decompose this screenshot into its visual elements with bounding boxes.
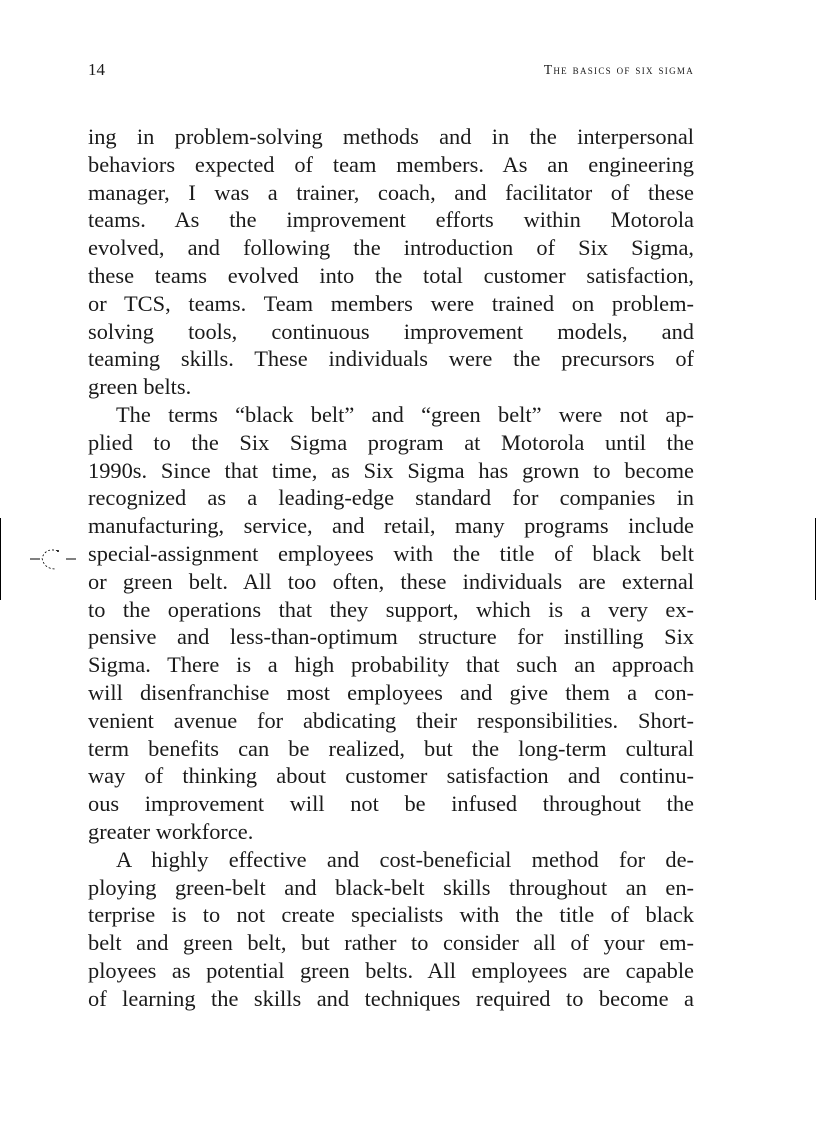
page-number: 14 [88, 60, 105, 79]
text-line: pensive and less-than-optimum structure for instilling Six [88, 624, 694, 650]
text-line: teaming skills. These individuals were the precursors of [88, 346, 694, 372]
registration-mark-icon [30, 545, 76, 575]
text-line: solving tools, continuous improvement models, and [88, 318, 694, 344]
text-line: ployees as potential green belts. All employees are capable [88, 957, 694, 983]
text-line: term benefits can be realized, but the long-term cultural [88, 735, 694, 761]
text-line: will disenfranchise most employees and give them a con- [88, 679, 694, 705]
text-line: venient avenue for abdicating their responsibilities. Short- [88, 707, 694, 733]
text-line: Sigma. There is a high probability that such an approach [88, 652, 694, 678]
text-line: A highly effective and cost-beneficial method for de- [116, 846, 694, 872]
text-line: these teams evolved into the total customer satisfaction, [88, 262, 694, 288]
text-line: recognized as a leading-edge standard for companies in [88, 485, 694, 511]
crop-mark-left [0, 518, 1, 600]
text-line: way of thinking about customer satisfaction and continu- [88, 763, 694, 789]
running-head-title: the basics of six sigma [543, 62, 694, 77]
text-line: teams. As the improvement efforts within Motorola [88, 207, 694, 233]
text-line: of learning the skills and techniques required to become a [88, 985, 694, 1011]
paragraph-2 [88, 401, 694, 846]
text-line: manager, I was a trainer, coach, and facilitator of these [88, 179, 694, 205]
text-line: to the operations that they support, which is a very ex- [88, 596, 694, 622]
text-line: terprise is to not create specialists with the title of black [88, 902, 694, 928]
body-text [88, 123, 694, 1013]
text-line: belt and green belt, but rather to consider all of your em- [88, 930, 694, 956]
text-line: evolved, and following the introduction of Six Sigma, [88, 235, 694, 261]
text-line: manufacturing, service, and retail, many programs include [88, 513, 694, 539]
text-line: 1990s. Since that time, as Six Sigma has grown to become [88, 457, 694, 483]
text-line: special-assignment employees with the title of black belt [88, 540, 694, 566]
text-line: greater workforce. [88, 818, 254, 844]
text-line: The terms “black belt” and “green belt” were not ap- [116, 401, 694, 427]
text-line: behaviors expected of team members. As an engineering [88, 151, 694, 177]
text-line: ploying green-belt and black-belt skills throughout an en- [88, 874, 694, 900]
paragraph-1 [88, 123, 694, 401]
text-line: plied to the Six Sigma program at Motorola until the [88, 429, 694, 455]
text-line: ing in problem-solving methods and in the interpersonal [88, 124, 694, 149]
paragraph-3 [88, 846, 694, 1013]
text-line: green belts. [88, 374, 192, 400]
text-line: ous improvement will not be infused throughout the [88, 791, 694, 817]
text-line: or green belt. All too often, these individuals are external [88, 568, 694, 594]
text-line: or TCS, teams. Team members were trained on problem- [88, 290, 694, 316]
running-header [88, 60, 694, 84]
